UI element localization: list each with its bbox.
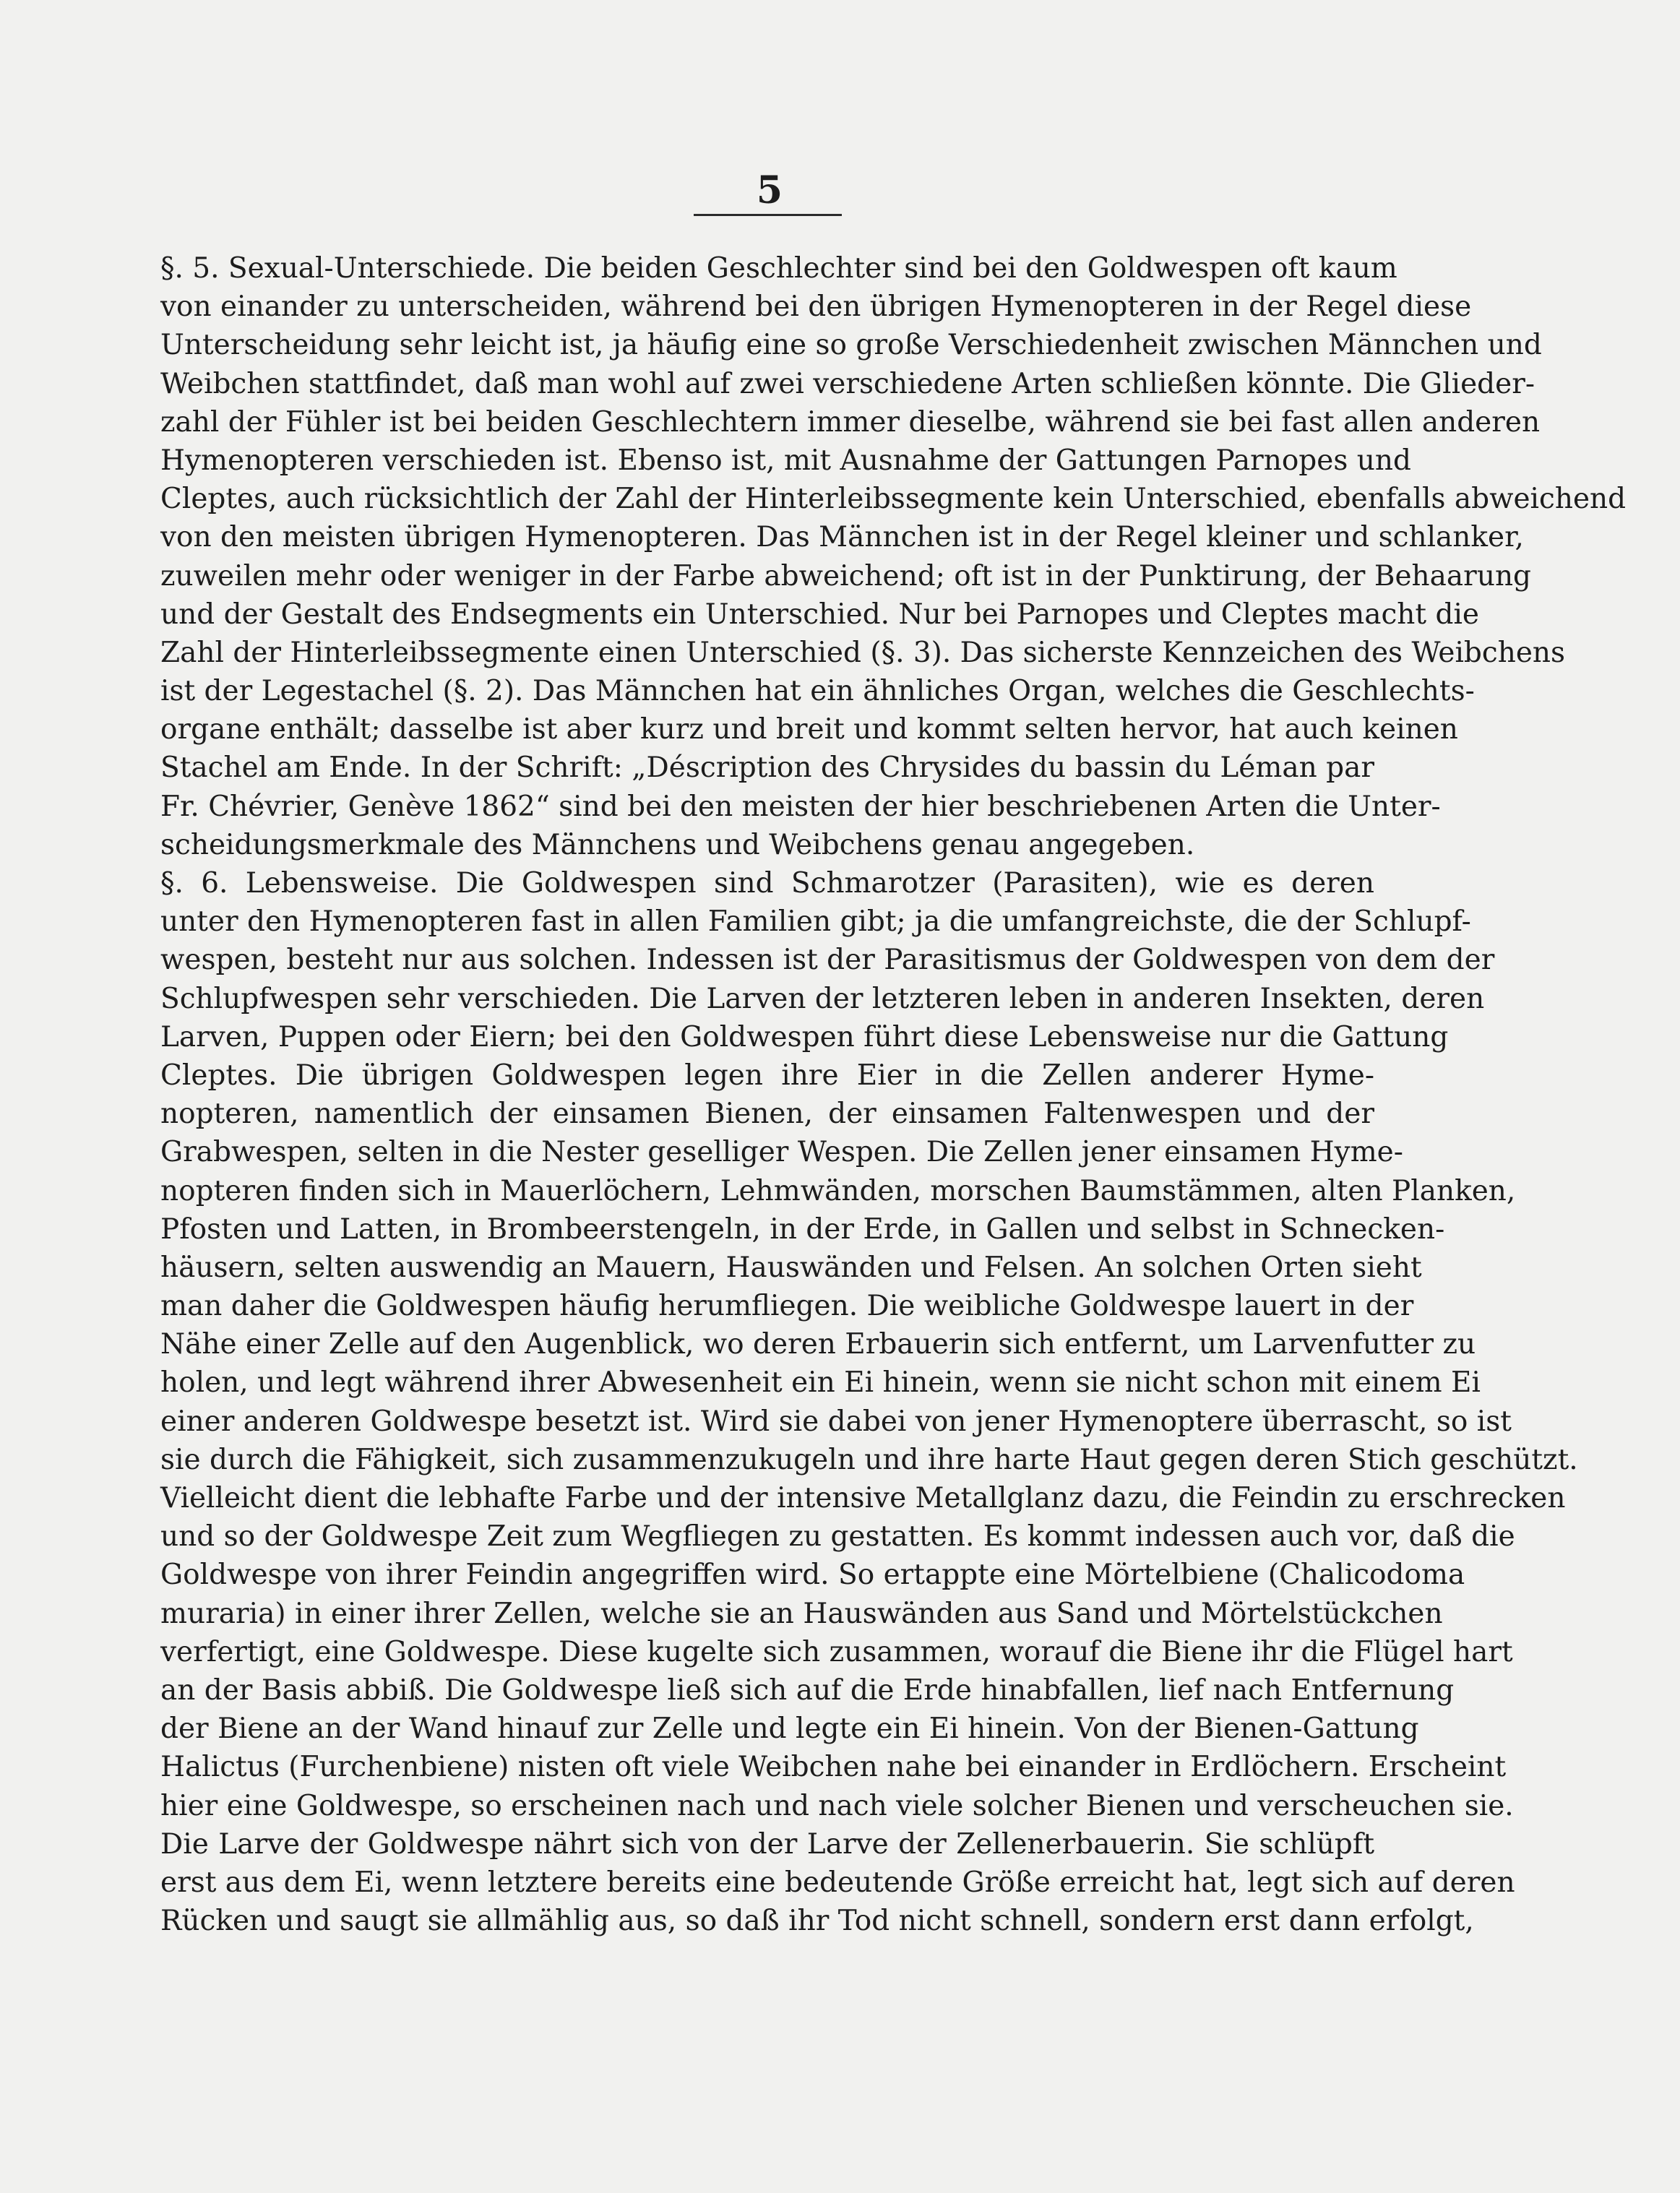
body-text (160, 249, 1627, 1940)
text-line: Halictus (Furchenbiene) nisten oft viele Weibchen nahe bei einander in Erdlöchern. Erscheint (160, 1751, 1507, 1784)
text-line: Nähe einer Zelle auf den Augenblick, wo deren Erbauerin sich entfernt, um Larvenfutter zu (160, 1328, 1476, 1361)
text-line: zuweilen mehr oder weniger in der Farbe abweichend; oft ist in der Punktirung, der Behaarung (160, 559, 1532, 593)
text-line: ist der Legestachel (§. 2). Das Männchen hat ein ähnliches Organ, welches die Geschlechts- (160, 675, 1475, 708)
text-line: erst aus dem Ei, wenn letztere bereits eine bedeutende Größe erreicht hat, legt sich auf deren (160, 1866, 1515, 1899)
text-line: Rücken und saugt sie allmählig aus, so daß ihr Tod nicht schnell, sondern erst dann erfolgt, (160, 1905, 1474, 1938)
text-line: Die Larve der Goldwespe nährt sich von der Larve der Zellenerbauerin. Sie schlüpft (160, 1827, 1374, 1861)
text-line: holen, und legt während ihrer Abwesenheit ein Ei hinein, wenn sie nicht schon mit einem Ei (160, 1366, 1481, 1400)
text-line: einer anderen Goldwespe besetzt ist. Wird sie dabei von jener Hymenoptere überrascht, so ist (160, 1405, 1512, 1438)
text-line: sie durch die Fähigkeit, sich zusammenzukugeln und ihre harte Haut gegen deren Stich geschützt. (160, 1443, 1578, 1476)
text-line: Schlupfwespen sehr verschieden. Die Larven der letzteren leben in anderen Insekten, deren (160, 982, 1485, 1015)
text-line: Hymenopteren verschieden ist. Ebenso ist, mit Ausnahme der Gattungen Parnopes und (160, 444, 1411, 477)
text-line: Fr. Chévrier, Genève 1862“ sind bei den meisten der hier beschriebenen Arten die Unter- (160, 790, 1441, 823)
page-number: 5 (756, 168, 783, 212)
text-line: Cleptes, auch rücksichtlich der Zahl der Hinterleibssegmente kein Unterschied, ebenfalls abweichend (160, 483, 1627, 516)
text-line: unter den Hymenopteren fast in allen Familien gibt; ja die umfangreichste, die der Schlupf- (160, 905, 1471, 939)
text-line: verfertigt, eine Goldwespe. Diese kugelte sich zusammen, worauf die Biene ihr die Flügel hart (160, 1635, 1513, 1668)
text-line: von den meisten übrigen Hymenopteren. Das Männchen ist in der Regel kleiner und schlanker, (160, 521, 1524, 554)
text-line: Unterscheidung sehr leicht ist, ja häufig eine so große Verschiedenheit zwischen Männchen und (160, 329, 1542, 362)
text-line: man daher die Goldwespen häufig herumfliegen. Die weibliche Goldwespe lauert in der (160, 1290, 1414, 1323)
page-number-rule (694, 214, 842, 216)
text-line: Larven, Puppen oder Eiern; bei den Goldwespen führt diese Lebensweise nur die Gattung (160, 1020, 1449, 1054)
text-line: und so der Goldwespe Zeit zum Wegfliegen zu gestatten. Es kommt indessen auch vor, daß die (160, 1520, 1515, 1554)
text-line: Cleptes. Die übrigen Goldwespen legen ihre Eier in die Zellen anderer Hyme- (160, 1059, 1374, 1092)
text-line: nopteren finden sich in Mauerlöchern, Lehmwänden, morschen Baumstämmen, alten Planken, (160, 1174, 1516, 1207)
text-line: der Biene an der Wand hinauf zur Zelle und legte ein Ei hinein. Von der Bienen-Gattung (160, 1712, 1419, 1746)
text-line: Vielleicht dient die lebhafte Farbe und der intensive Metallglanz dazu, die Feindin zu erschrecken (160, 1482, 1566, 1515)
text-line: Weibchen stattfindet, daß man wohl auf zwei verschiedene Arten schließen könnte. Die Glieder- (160, 367, 1535, 400)
text-line: Goldwespe von ihrer Feindin angegriffen wird. So ertappte eine Mörtelbiene (Chalicodoma (160, 1559, 1465, 1592)
text-line: §. 5. Sexual-Unterschiede. Die beiden Geschlechter sind bei den Goldwespen oft kaum (160, 252, 1397, 285)
text-line: zahl der Fühler ist bei beiden Geschlechtern immer dieselbe, während sie bei fast allen anderen (160, 405, 1541, 439)
text-line: und der Gestalt des Endsegments ein Unterschied. Nur bei Parnopes und Cleptes macht die (160, 598, 1480, 631)
text-line: Stachel am Ende. In der Schrift: „Déscription des Chrysides du bassin du Léman par (160, 751, 1374, 785)
text-line: Zahl der Hinterleibssegmente einen Unterschied (§. 3). Das sicherste Kennzeichen des Weibchens (160, 636, 1566, 669)
text-line: Grabwespen, selten in die Nester geselliger Wespen. Die Zellen jener einsamen Hyme- (160, 1136, 1403, 1169)
text-line: Pfosten und Latten, in Brombeerstengeln, in der Erde, in Gallen und selbst in Schnecken- (160, 1212, 1445, 1246)
text-line: wespen, besteht nur aus solchen. Indessen ist der Parasitismus der Goldwespen von dem der (160, 944, 1495, 977)
text-line: nopteren, namentlich der einsamen Bienen, der einsamen Faltenwespen und der (160, 1098, 1374, 1131)
text-line: an der Basis abbiß. Die Goldwespe ließ sich auf die Erde hinabfallen, lief nach Entfernung (160, 1673, 1455, 1707)
text-line: §. 6. Lebensweise. Die Goldwespen sind Schmarotzer (Parasiten), wie es deren (160, 867, 1374, 900)
text-line: organe enthält; dasselbe ist aber kurz und breit und kommt selten hervor, hat auch keinen (160, 713, 1458, 746)
text-line: hier eine Goldwespe, so erscheinen nach und nach viele solcher Bienen und verscheuchen sie. (160, 1789, 1514, 1822)
text-line: von einander zu unterscheiden, während bei den übrigen Hymenopteren in der Regel diese (160, 290, 1472, 324)
text-line: scheidungsmerkmale des Männchens und Weibchens genau angegeben. (160, 828, 1195, 861)
text-line: muraria) in einer ihrer Zellen, welche sie an Hauswänden aus Sand und Mörtelstückchen (160, 1597, 1443, 1630)
text-line: häusern, selten auswendig an Mauern, Hauswänden und Felsen. An solchen Orten sieht (160, 1251, 1422, 1284)
